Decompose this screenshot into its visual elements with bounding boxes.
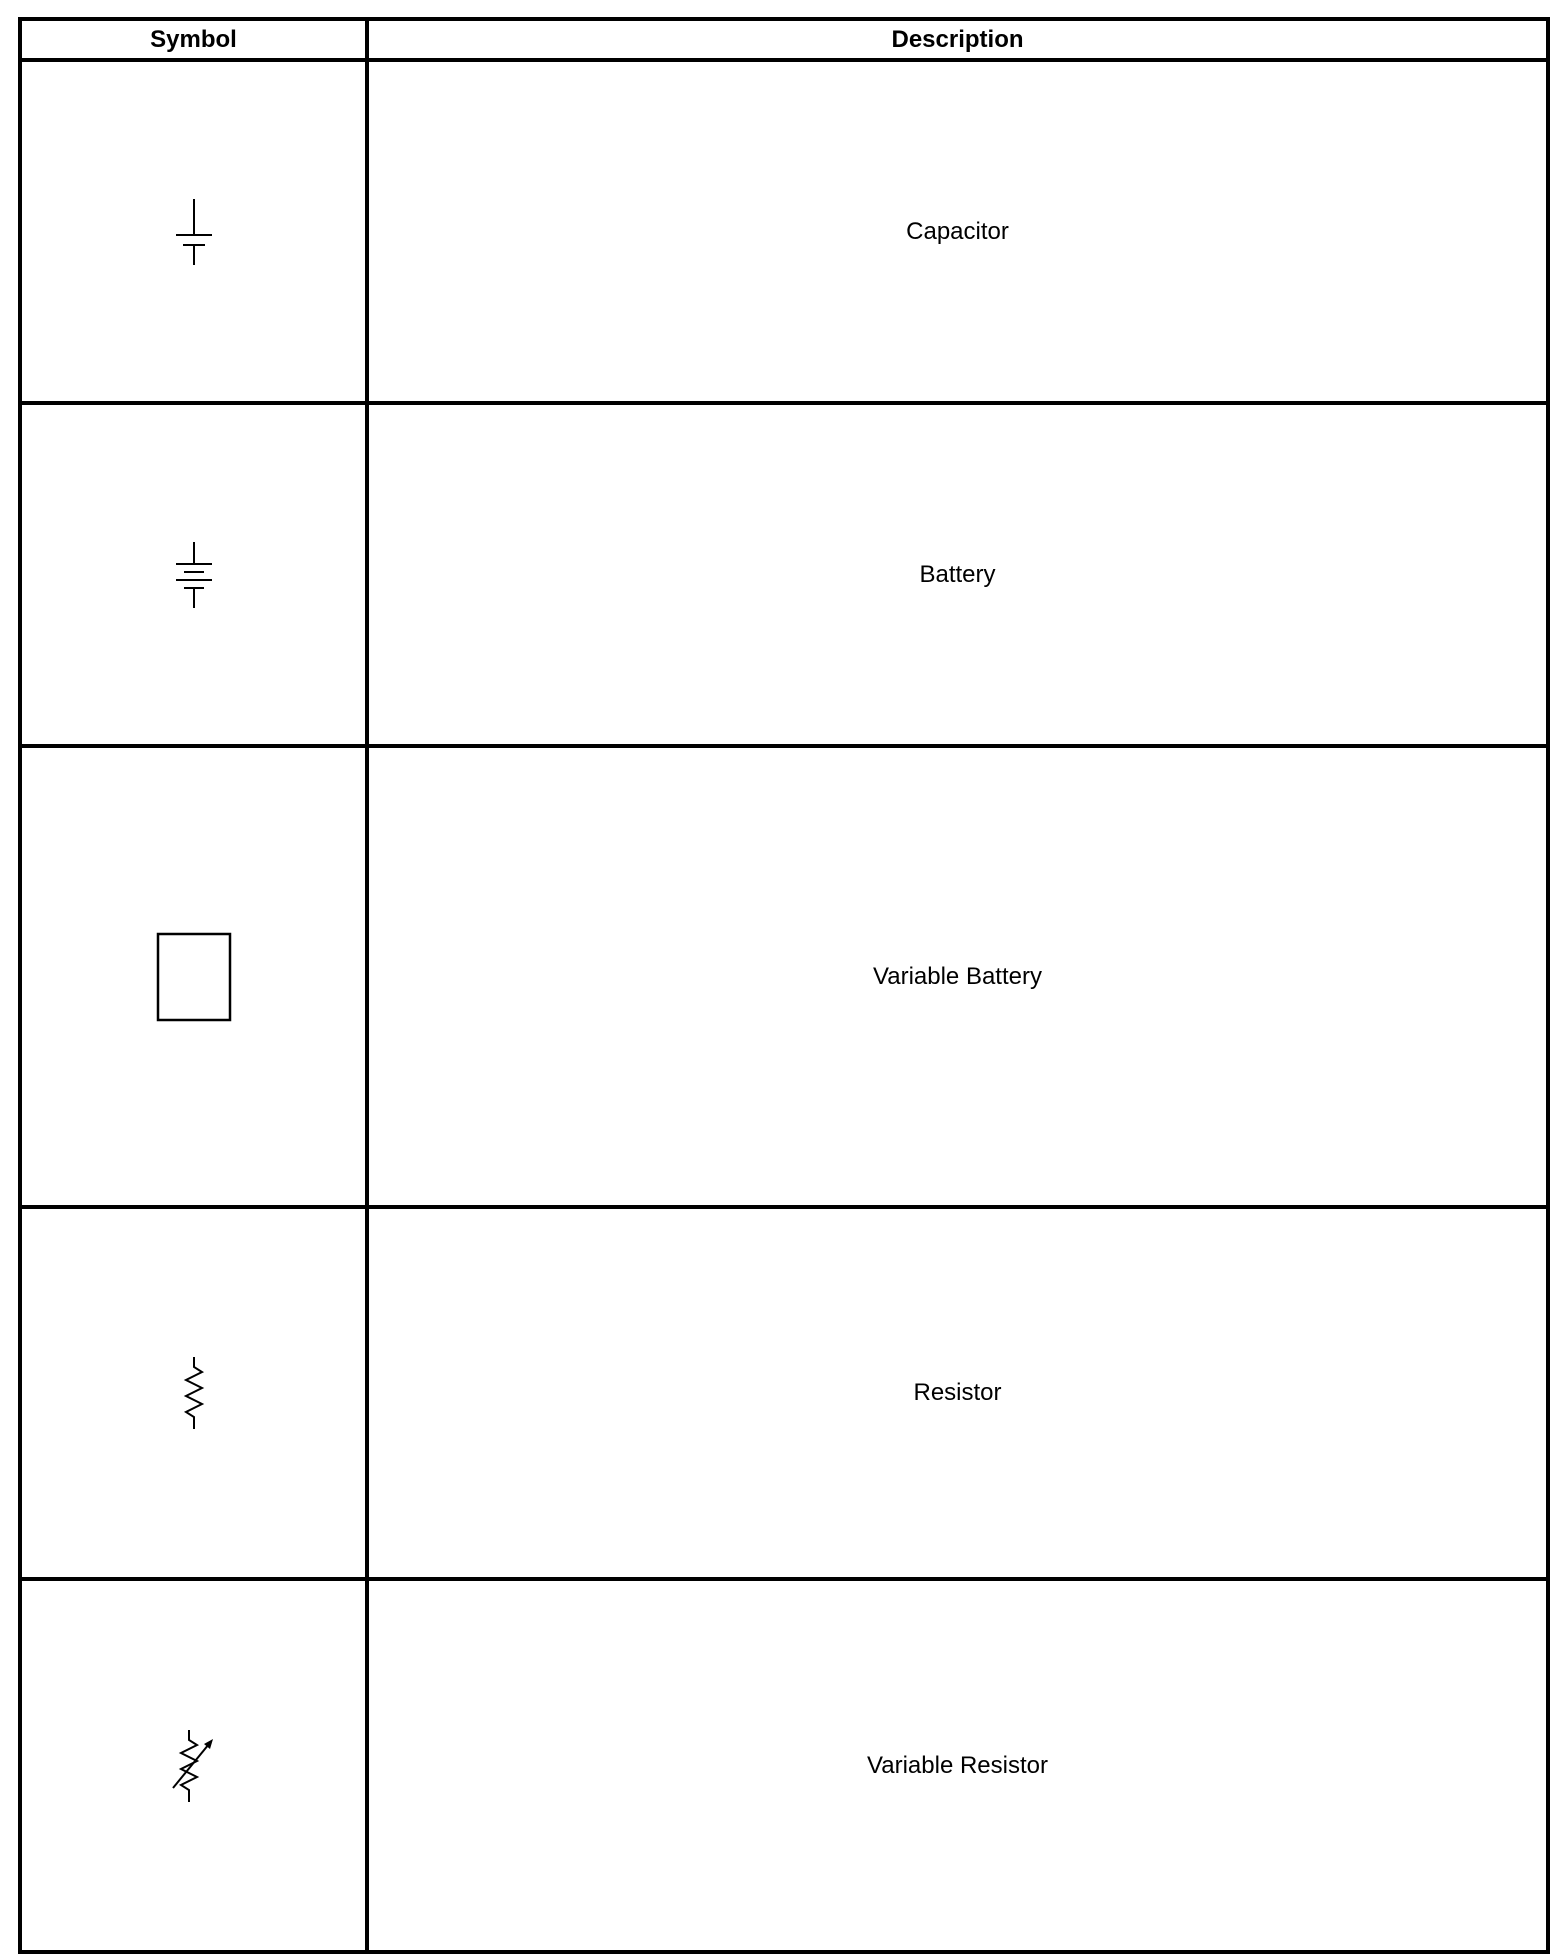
symbol-cell — [20, 1579, 367, 1952]
variable-battery-icon — [156, 932, 232, 1022]
description-cell: Variable Battery — [367, 746, 1548, 1207]
description-cell: Battery — [367, 403, 1548, 746]
resistor-icon — [179, 1357, 209, 1429]
table-row — [20, 60, 1548, 403]
table-row — [20, 1207, 1548, 1580]
capacitor-icon — [174, 199, 214, 265]
header-symbol: Symbol — [20, 19, 367, 60]
symbol-table — [18, 17, 1550, 1954]
symbol-cell — [20, 746, 367, 1207]
symbol-cell — [20, 1207, 367, 1580]
header-row — [20, 19, 1548, 60]
header-description: Description — [367, 19, 1548, 60]
table-row — [20, 1579, 1548, 1952]
variable-resistor-icon — [169, 1730, 219, 1802]
description-cell: Variable Resistor — [367, 1579, 1548, 1952]
table-row — [20, 403, 1548, 746]
symbol-cell — [20, 403, 367, 746]
table-row — [20, 746, 1548, 1207]
battery-icon — [174, 542, 214, 608]
description-cell: Capacitor — [367, 60, 1548, 403]
description-cell: Resistor — [367, 1207, 1548, 1580]
symbol-cell — [20, 60, 367, 403]
